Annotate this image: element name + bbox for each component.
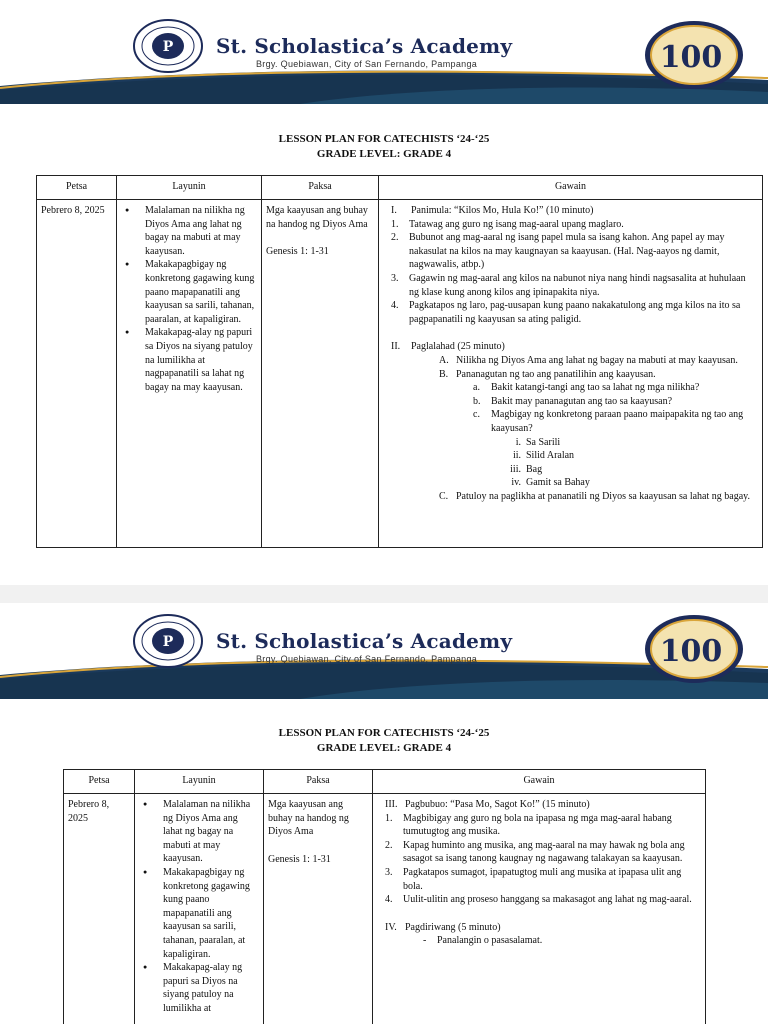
paksa-reference: Genesis 1: 1-31 [266,246,329,258]
document-title: LESSON PLAN FOR CATECHISTS ‘24-‘25 [278,133,490,145]
svg-text:P: P [162,634,174,650]
school-seal-logo [132,613,204,669]
list-item: 4. Pagkatapos ng laro, pag-uusapan kung paano nakakatulong ang mga kilos na ito sa pagpapanatili ng kaayusan sa ating paligid. [391,300,741,325]
list-item: 3. Gagawin ng mag-aaral ang kilos na nabunot niya nang hindi nagsasalita at huhulaan ng klase kung anong kilos ang ipinapakita niya. [391,272,746,298]
grade-level: GRADE LEVEL: GRADE 4 [316,742,452,754]
cell-layunin [117,200,262,548]
table-row [64,794,706,1024]
centennial-logo [643,613,745,685]
col-header-petsa: Petsa [64,770,135,794]
list-item: 2. Bubunot ang mag-aaral ng isang papel mula sa isang kahon. Ang papel ay may nakasulat na kilos na may kaugnayan sa kaayusan. (Hal. Nag-aayos ng damit, nagwawalis, atbp.) [391,232,725,271]
objective-item: ● Malalaman na nilikha ng Diyos Ama ang lahat ng bagay na mabuti at may kaayusan. [161,798,259,866]
list-item: 3. Pagkatapos sumagot, ipapatugtog muli ang musika at ipapasa ulit ang bola. [385,866,682,892]
school-address: Brgy. Quebiawan, City of San Fernando, Pampanga [256,59,478,69]
school-address: Brgy. Quebiawan, City of San Fernando, Pampanga [256,654,478,664]
cell-gawain [379,200,763,548]
school-name: St. Scholastica’s Academy [216,629,513,653]
centennial-number: 100 [659,40,723,75]
list-item: A. Nilikha ng Diyos Ama ang lahat ng bagay na mabuti at may kaayusan. [439,354,738,366]
lesson-plan-table [63,769,706,1024]
cell-paksa [262,200,379,548]
list-item: B. Pananagutan ng tao ang panatilihin ang kaayusan. [439,368,656,380]
objective-item: ● Malalaman na nilikha ng Diyos Ama ang lahat ng bagay na mabuti at may kaayusan. [143,204,257,258]
centennial-number: 100 [659,634,723,669]
cell-petsa: Pebrero 8, 2025 [37,200,117,548]
lesson-plan-table [36,175,763,548]
cell-petsa: Pebrero 8, 2025 [64,794,135,1024]
objective-item: ● Makakapagbigay ng konkretong gagawing kung paano mapapanatili ang kaayusan sa sarili, tahanan, paaralan, at kapaligiran. [143,258,257,326]
list-item: 4. Uulit-ulitin ang proseso hanggang sa makasagot ang lahat ng mag-aaral. [385,894,692,906]
svg-text:P: P [162,39,174,55]
list-item: - Panalangin o pasasalamat. [423,935,543,947]
letterhead [0,0,768,110]
list-item: C. Patuloy na paglikha at pananatili ng Diyos sa kaayusan sa lahat ng bagay. [439,490,750,502]
objective-item: ● Makakapag-alay ng papuri sa Diyos na siyang patuloy na lumilikha at nagpapanatili sa lahat ng bagay na may kaayusan. [143,326,257,394]
col-header-gawain: Gawain [373,770,706,794]
col-header-petsa: Petsa [37,176,117,200]
col-header-paksa: Paksa [264,770,373,794]
list-item: c. Magbigay ng konkretong paraan paano maipapakita ng tao ang kaayusan? [473,409,744,434]
col-header-paksa: Paksa [262,176,379,200]
list-item: 1. Magbibigay ang guro ng bola na ipapasa ng mga mag-aaral habang tumutugtog ang musika. [385,812,672,838]
list-item: b. Bakit may pananagutan ang tao sa kaayusan? [473,395,673,407]
cell-layunin [135,794,264,1024]
table-header-row [64,770,706,794]
paksa-title: Mga kaayusan ang buhay na handog ng Diyos Ama [268,799,349,838]
list-item: ii. Silid Aralan [512,450,575,462]
centennial-logo [643,19,745,91]
list-item: iii. Bag [510,463,543,475]
list-item: a. Bakit katangi-tangi ang tao sa lahat ng mga nilikha? [473,382,700,394]
grade-level: GRADE LEVEL: GRADE 4 [316,148,452,160]
objective-item: ● Makakapag-alay ng papuri sa Diyos na siyang patuloy na lumilikha at [161,961,259,1015]
school-seal-logo [132,18,204,74]
cell-paksa [264,794,373,1024]
table-header-row [37,176,763,200]
table-row [37,200,763,548]
document-title: LESSON PLAN FOR CATECHISTS ‘24-‘25 [278,727,490,739]
list-item: i. Sa Sarili [515,436,561,448]
section-heading: I. Panimula: “Kilos Mo, Hula Ko!” (10 minuto) [391,205,594,216]
list-item: 2. Kapag huminto ang musika, ang mag-aaral na may hawak ng bola ang sasagot sa isang tanong kaugnay ng nagawang talakayan sa kaayusan. [385,839,685,865]
letterhead [0,603,768,713]
section-heading: II. Paglalahad (25 minuto) [391,341,505,353]
section-heading: III. Pagbubuo: “Pasa Mo, Sagot Ko!” (15 minuto) [385,799,590,810]
section-heading: IV. Pagdiriwang (5 minuto) [385,921,501,933]
list-item: iv. Gamit sa Bahay [511,477,590,489]
col-header-layunin: Layunin [135,770,264,794]
document-page-2 [0,603,768,1024]
objective-item: ● Makakapagbigay ng konkretong gagawing kung paano mapapanatili ang kaayusan sa sarili, tahanan, paaralan, at kapaligiran. [161,866,259,961]
school-name: St. Scholastica’s Academy [216,34,513,58]
list-item: 1. Tatawag ang guro ng isang mag-aaral upang maglaro. [391,218,624,230]
paksa-title: Mga kaayusan ang buhay na handog ng Diyos Ama [266,205,368,230]
paksa-reference: Genesis 1: 1-31 [268,853,331,865]
col-header-gawain: Gawain [379,176,763,200]
cell-gawain [373,794,706,1024]
col-header-layunin: Layunin [117,176,262,200]
